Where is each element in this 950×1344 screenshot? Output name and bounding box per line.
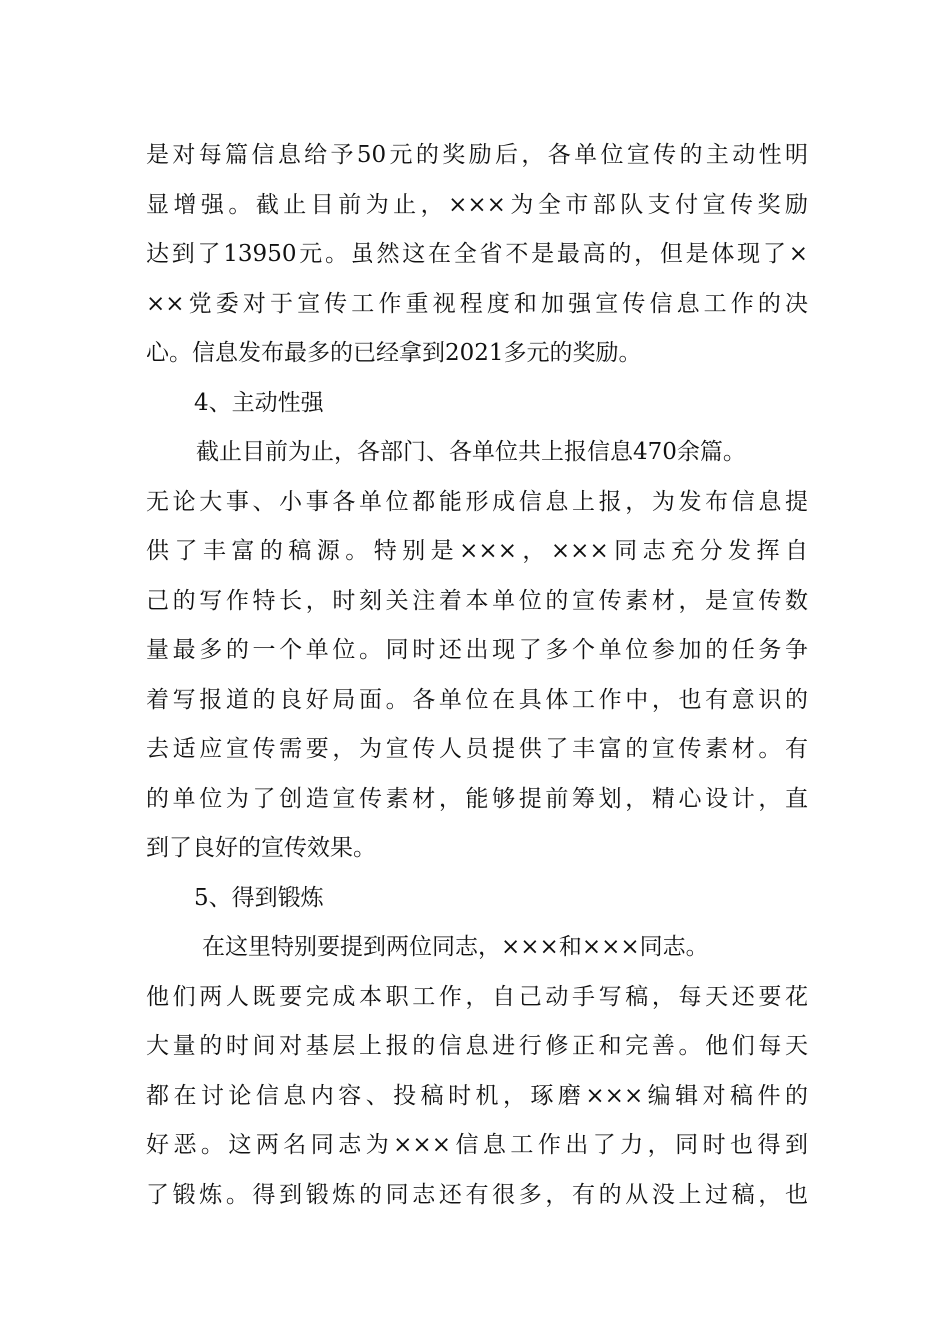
body-text bbox=[146, 131, 808, 1220]
paragraph-line: 显增强。截止目前为止，×××为全市部队支付宣传奖励 bbox=[146, 191, 808, 218]
paragraph-line: 无论大事、小事各单位都能形成信息上报，为发布信息提 bbox=[146, 488, 808, 515]
paragraph-line: 了锻炼。得到锻炼的同志还有很多，有的从没上过稿，也 bbox=[146, 1181, 808, 1208]
paragraph-line: 截止目前为止，各部门、各单位共上报信息470余篇。 bbox=[196, 439, 746, 465]
paragraph-line: 是对每篇信息给予50元的奖励后，各单位宣传的主动性明 bbox=[146, 142, 808, 168]
section-heading: 5、得到锻炼 bbox=[194, 884, 324, 911]
paragraph-line: 着写报道的良好局面。各单位在具体工作中，也有意识的 bbox=[146, 686, 808, 713]
paragraph-line: 供了丰富的稿源。特别是×××，×××同志充分发挥自 bbox=[146, 538, 808, 564]
paragraph-line: 量最多的一个单位。同时还出现了多个单位参加的任务争 bbox=[146, 637, 808, 663]
paragraph-line: 大量的时间对基层上报的信息进行修正和完善。他们每天 bbox=[146, 1033, 808, 1059]
paragraph-line: 心。信息发布最多的已经拿到2021多元的奖励。 bbox=[146, 340, 642, 366]
paragraph-line: 到了良好的宣传效果。 bbox=[146, 835, 376, 861]
paragraph-line: 的单位为了创造宣传素材，能够提前筹划，精心设计，直 bbox=[146, 785, 808, 812]
paragraph-line: 己的写作特长，时刻关注着本单位的宣传素材，是宣传数 bbox=[146, 587, 808, 614]
paragraph-line: 好恶。这两名同志为×××信息工作出了力，同时也得到 bbox=[146, 1132, 808, 1158]
section-heading: 4、主动性强 bbox=[194, 389, 324, 416]
paragraph-line: 达到了13950元。虽然这在全省不是最高的，但是体现了× bbox=[146, 241, 808, 267]
paragraph-line: 去适应宣传需要，为宣传人员提供了丰富的宣传素材。有 bbox=[146, 736, 808, 762]
paragraph-line: 他们两人既要完成本职工作，自己动手写稿，每天还要花 bbox=[146, 983, 808, 1010]
paragraph-line: 都在讨论信息内容、投稿时机，琢磨×××编辑对稿件的 bbox=[146, 1082, 808, 1109]
paragraph-line: 在这里特别要提到两位同志，×××和×××同志。 bbox=[202, 934, 709, 960]
paragraph-line: ××党委对于宣传工作重视程度和加强宣传信息工作的决 bbox=[146, 290, 808, 317]
